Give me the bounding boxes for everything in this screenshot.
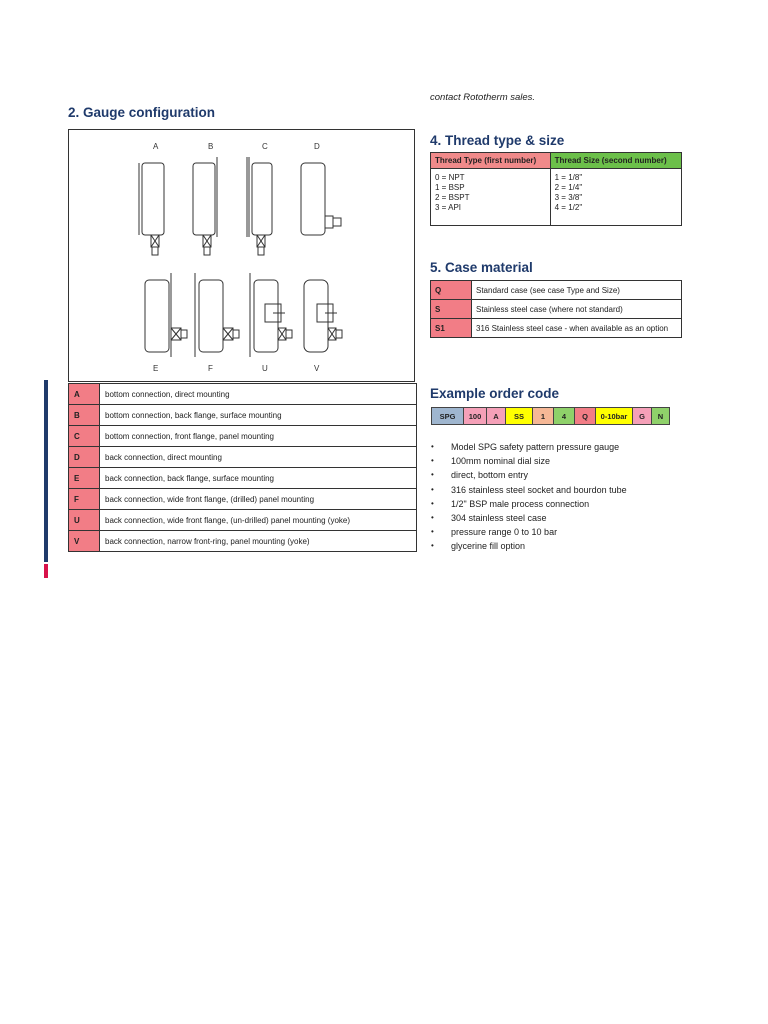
- config-desc: back connection, direct mounting: [100, 447, 417, 468]
- gauge-label-b: B: [208, 142, 214, 151]
- thread-type-item: 1 = BSP: [435, 183, 465, 192]
- config-desc: bottom connection, direct mounting: [100, 384, 417, 405]
- table-row: [69, 510, 417, 531]
- order-code-cell: 100: [463, 407, 487, 425]
- thread-size-header-rest: (second number): [599, 156, 667, 165]
- thread-size-item: 2 = 1/4": [554, 183, 583, 192]
- gauge-label-d: D: [314, 142, 320, 151]
- gauge-f-drawing: [195, 273, 239, 357]
- case-desc: Standard case (see case Type and Size): [472, 281, 682, 300]
- list-item: • 100mm nominal dial size: [431, 454, 627, 468]
- order-code-cell: G: [632, 407, 652, 425]
- order-code-cell: Q: [574, 407, 596, 425]
- list-item: • 304 stainless steel case: [431, 511, 627, 525]
- accent-bar-red: [44, 564, 48, 578]
- table-row: [431, 300, 682, 319]
- table-row: [69, 531, 417, 552]
- config-code: C: [69, 426, 100, 447]
- config-desc: bottom connection, front flange, panel mounting: [100, 426, 417, 447]
- section4-title: 4. Thread type & size: [430, 133, 565, 148]
- list-item: • pressure range 0 to 10 bar: [431, 525, 627, 539]
- list-item: • 1/2" BSP male process connection: [431, 497, 627, 511]
- order-code-cell: SS: [505, 407, 533, 425]
- config-code: U: [69, 510, 100, 531]
- case-code: S1: [431, 319, 472, 338]
- config-desc: back connection, narrow front-ring, panel mounting (yoke): [100, 531, 417, 552]
- thread-types-cell: [431, 169, 551, 226]
- config-desc: back connection, wide front flange, (drilled) panel mounting: [100, 489, 417, 510]
- order-code-cell: 0-10bar: [595, 407, 633, 425]
- section2-title: 2. Gauge configuration: [68, 105, 216, 120]
- order-code-cell: 1: [532, 407, 554, 425]
- order-code-strip: [431, 407, 669, 425]
- gauge-d-drawing: [301, 163, 341, 235]
- list-item: • direct, bottom entry: [431, 468, 627, 482]
- gauge-v-drawing: [304, 280, 342, 352]
- table-row: [69, 426, 417, 447]
- thread-type-item: 0 = NPT: [435, 173, 465, 182]
- gauge-label-a: A: [153, 142, 159, 151]
- config-code: E: [69, 468, 100, 489]
- case-code: Q: [431, 281, 472, 300]
- order-code-cell: N: [651, 407, 670, 425]
- thread-table: [430, 152, 682, 226]
- thread-size-item: 4 = 1/2": [554, 203, 583, 212]
- gauge-label-c: C: [262, 142, 268, 151]
- config-code: V: [69, 531, 100, 552]
- accent-bar-blue: [44, 380, 48, 562]
- table-row: [69, 489, 417, 510]
- order-code-cell: A: [486, 407, 506, 425]
- gauge-label-v: V: [314, 364, 320, 373]
- thread-type-header-bold: Thread Type: [435, 156, 482, 165]
- thread-sizes-cell: [550, 169, 681, 226]
- order-explanation-list: [431, 440, 627, 554]
- order-code-cell: SPG: [431, 407, 464, 425]
- config-code: A: [69, 384, 100, 405]
- table-row: [69, 405, 417, 426]
- case-material-table: [430, 280, 682, 338]
- table-row: [69, 384, 417, 405]
- thread-type-item: 2 = BSPT: [435, 193, 470, 202]
- thread-size-header-bold: Thread Size: [554, 156, 600, 165]
- gauge-u-drawing: [250, 273, 292, 357]
- config-code: F: [69, 489, 100, 510]
- thread-type-header-rest: (first number): [481, 156, 537, 165]
- thread-type-item: 3 = API: [435, 203, 462, 212]
- thread-size-item: 1 = 1/8": [554, 173, 583, 182]
- list-item: • Model SPG safety pattern pressure gauge: [431, 440, 627, 454]
- list-item: • 316 stainless steel socket and bourdon tube: [431, 483, 627, 497]
- order-code-cell: 4: [553, 407, 575, 425]
- gauge-c-drawing: [247, 157, 272, 255]
- example-title: Example order code: [430, 386, 560, 401]
- thread-size-header: [550, 153, 681, 169]
- gauge-drawings: [69, 130, 414, 381]
- gauge-e-drawing: [145, 273, 187, 357]
- gauge-config-table: [68, 383, 417, 552]
- section5-title: 5. Case material: [430, 260, 533, 275]
- table-row: [431, 281, 682, 300]
- case-code: S: [431, 300, 472, 319]
- config-code: D: [69, 447, 100, 468]
- top-note: contact Rototherm sales.: [430, 92, 536, 103]
- gauge-b-drawing: [193, 157, 217, 255]
- gauge-label-u: U: [262, 364, 268, 373]
- config-code: B: [69, 405, 100, 426]
- thread-size-item: 3 = 3/8": [554, 193, 583, 202]
- config-desc: back connection, back flange, surface mounting: [100, 468, 417, 489]
- config-desc: back connection, wide front flange, (un-drilled) panel mounting (yoke): [100, 510, 417, 531]
- case-desc: Stainless steel case (where not standard): [472, 300, 682, 319]
- gauge-diagram: [68, 129, 415, 382]
- table-row: [69, 447, 417, 468]
- table-row: [431, 319, 682, 338]
- case-desc: 316 Stainless steel case - when available as an option: [472, 319, 682, 338]
- table-row: [69, 468, 417, 489]
- config-desc: bottom connection, back flange, surface mounting: [100, 405, 417, 426]
- list-item: • glycerine fill option: [431, 539, 627, 553]
- gauge-a-drawing: [139, 163, 164, 255]
- thread-type-header: [431, 153, 551, 169]
- gauge-label-f: F: [208, 364, 213, 373]
- gauge-label-e: E: [153, 364, 159, 373]
